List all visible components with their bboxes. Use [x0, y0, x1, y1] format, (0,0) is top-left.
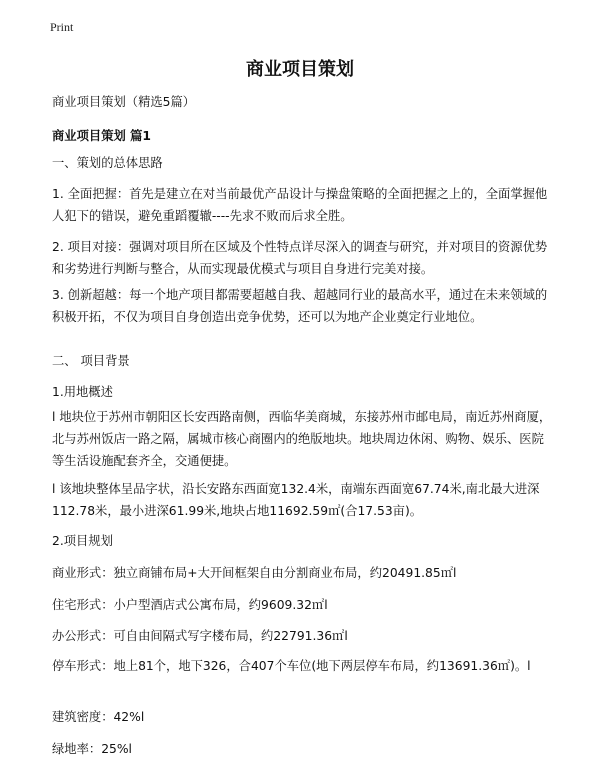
section-heading: 商业项目策划 篇1: [52, 129, 151, 143]
paragraph: l 该地块整体呈品字状，沿长安路东西面宽132.4米，南端东西面宽67.74米,南北最大进深112.78米，最小进深61.99米,地块占地11692.59㎡(合17.53亩)。: [52, 482, 540, 518]
paragraph: 3. 创新超越：每一个地产项目都需要超越自我、超越同行业的最高水平，通过在未来领域的积极开拓，不仅为项目自身创造出竞争优势，还可以为地产企业奠定行业地位。: [52, 288, 548, 324]
paragraph: 1. 全面把握：首先是建立在对当前最优产品设计与操盘策略的全面把握之上的，全面掌握他人犯下的错误，避免重蹈覆辙----先求不败而后求全胜。: [52, 187, 548, 223]
paragraph: 2.项目规划: [52, 534, 113, 548]
subtitle: 商业项目策划（精选5篇）: [52, 95, 196, 109]
print-link[interactable]: Print: [50, 20, 74, 34]
paragraph: 绿地率：25%l: [52, 742, 132, 756]
paragraph: 建筑密度：42%l: [52, 710, 145, 724]
paragraph: 二、 项目背景: [52, 354, 130, 368]
paragraph: 一、策划的总体思路: [52, 156, 163, 170]
paragraph: 停车形式：地上81个，地下326，合407个车位(地下两层停车布局，约13691.36㎡)。l: [52, 659, 531, 673]
paragraph: 2. 项目对接：强调对项目所在区域及个性特点详尽深入的调查与研究，并对项目的资源优势和劣势进行判断与整合，从而实现最优模式与项目自身进行完美对接。: [52, 240, 548, 276]
paragraph: 办公形式：可自由间隔式写字楼布局，约22791.36㎡l: [52, 629, 348, 643]
page-title: 商业项目策划: [246, 59, 354, 80]
paragraph: 1.用地概述: [52, 385, 113, 399]
paragraph: 商业形式：独立商铺布局+大开间框架自由分割商业布局，约20491.85㎡l: [52, 566, 457, 580]
paragraph: l 地块位于苏州市朝阳区长安西路南侧，西临华美商城，东接苏州市邮电局，南近苏州商厦，北与苏州饭店一路之隔，属城市核心商圈内的绝版地块。地块周边休闲、购物、娱乐、医院等生活设施配套齐全，交通便捷。: [52, 410, 552, 468]
paragraph: 住宅形式：小户型酒店式公寓布局，约9609.32㎡l: [52, 598, 328, 612]
